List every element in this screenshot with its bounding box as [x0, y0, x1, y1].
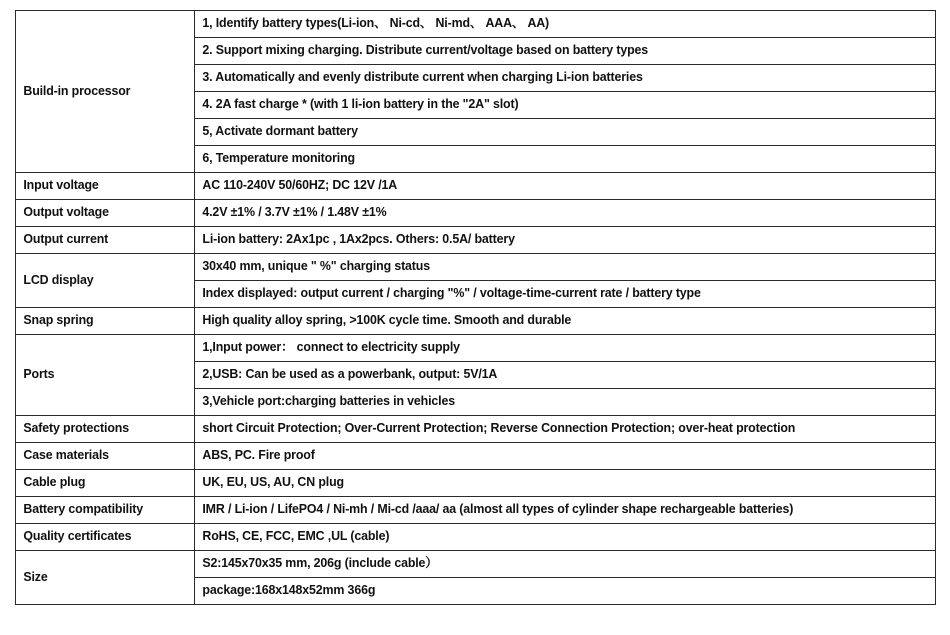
spec-value-cell: Li-ion battery: 2Ax1pc , 1Ax2pcs. Others: 0.5A/ battery: [195, 227, 925, 254]
table-row: [16, 443, 936, 470]
spec-value-cell: 4. 2A fast charge * (with 1 li-ion battery in the "2A" slot): [195, 92, 925, 119]
spec-value-cell: High quality alloy spring, >100K cycle time. Smooth and durable: [195, 308, 925, 335]
spec-value-cell: 2,USB: Can be used as a powerbank, output: 5V/1A: [195, 362, 925, 389]
spec-value-cell: ABS, PC. Fire proof: [195, 443, 925, 470]
table-row: [16, 308, 936, 335]
table-row: [16, 200, 936, 227]
table-row: [16, 470, 936, 497]
spec-label-cell: Cable plug: [16, 470, 192, 497]
spec-label-cell: Case materials: [16, 443, 192, 470]
spec-label-cell: Safety protections: [16, 416, 192, 443]
spec-value-cell: RoHS, CE, FCC, EMC ,UL (cable): [195, 524, 925, 551]
specification-table-container: [15, 10, 921, 605]
spec-label-cell: Size: [16, 551, 192, 605]
spec-value-cell: 3. Automatically and evenly distribute current when charging Li-ion batteries: [195, 65, 925, 92]
specification-table-body: [16, 11, 936, 605]
spec-value-cell: UK, EU, US, AU, CN plug: [195, 470, 925, 497]
table-row: [16, 497, 936, 524]
spec-value-cell: IMR / Li-ion / LifePO4 / Ni-mh / Mi-cd /aaa/ aa (almost all types of cylinder shape rechargeable batteries): [195, 497, 925, 524]
spec-value-cell: 4.2V ±1% / 3.7V ±1% / 1.48V ±1%: [195, 200, 925, 227]
spec-value-cell: S2:145x70x35 mm, 206g (include cable）: [195, 551, 925, 578]
spec-value-cell: Index displayed: output current / charging "%" / voltage-time-current rate / battery type: [195, 281, 925, 308]
table-row: [16, 416, 936, 443]
table-row: [16, 524, 936, 551]
table-row: [16, 254, 936, 281]
spec-value-cell: short Circuit Protection; Over-Current Protection; Reverse Connection Protection; over-heat protection: [195, 416, 925, 443]
spec-label-cell: Snap spring: [16, 308, 192, 335]
table-row: [16, 551, 936, 578]
spec-label-cell: Input voltage: [16, 173, 192, 200]
table-row: [16, 227, 936, 254]
spec-value-cell: AC 110-240V 50/60HZ; DC 12V /1A: [195, 173, 925, 200]
spec-value-cell: package:168x148x52mm 366g: [195, 578, 925, 605]
spec-label-cell: Battery compatibility: [16, 497, 192, 524]
spec-value-cell: 5, Activate dormant battery: [195, 119, 925, 146]
spec-value-cell: 30x40 mm, unique " %" charging status: [195, 254, 925, 281]
spec-value-cell: 1, Identify battery types(Li-ion、 Ni-cd、 Ni-md、 AAA、 AA): [195, 11, 925, 38]
spec-label-cell: Output voltage: [16, 200, 192, 227]
spec-label-cell: LCD display: [16, 254, 192, 308]
table-row: [16, 11, 936, 38]
spec-value-cell: 6, Temperature monitoring: [195, 146, 925, 173]
spec-value-cell: 3,Vehicle port:charging batteries in vehicles: [195, 389, 925, 416]
table-row: [16, 173, 936, 200]
spec-label-cell: Quality certificates: [16, 524, 192, 551]
spec-value-cell: 1,Input power： connect to electricity supply: [195, 335, 925, 362]
spec-label-cell: Ports: [16, 335, 192, 416]
spec-value-cell: 2. Support mixing charging. Distribute current/voltage based on battery types: [195, 38, 925, 65]
spec-label-cell: Build-in processor: [16, 11, 192, 173]
spec-label-cell: Output current: [16, 227, 192, 254]
specification-table: [15, 10, 936, 605]
table-row: [16, 335, 936, 362]
